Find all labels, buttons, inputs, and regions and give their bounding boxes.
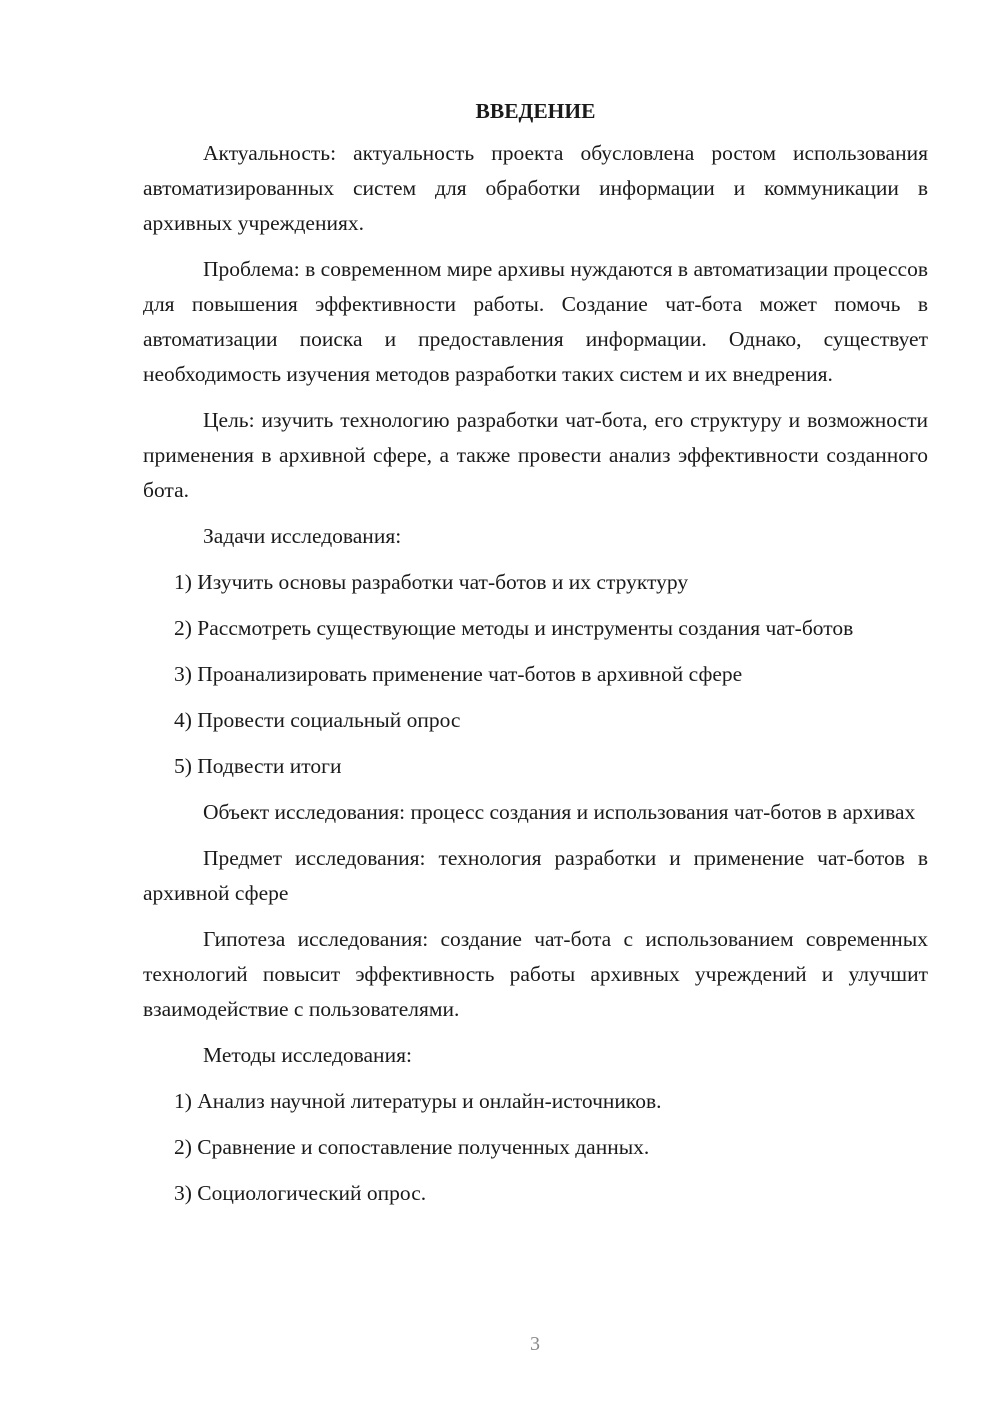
methods-list [143, 1084, 928, 1211]
method-item-3: 3) Социологический опрос. [174, 1181, 427, 1205]
relevance-paragraph: Актуальность: актуальность проекта обусловлена ростом использования автоматизированных систем для обработки информации и коммуникации в архивных учреждениях. [143, 141, 928, 235]
method-item-2: 2) Сравнение и сопоставление полученных данных. [174, 1135, 650, 1159]
task-item-1: 1) Изучить основы разработки чат-ботов и их структуру [174, 570, 689, 594]
task-item-2: 2) Рассмотреть существующие методы и инструменты создания чат-ботов [174, 616, 854, 640]
section-title: ВВЕДЕНИЕ [475, 99, 596, 123]
goal-paragraph: Цель: изучить технологию разработки чат-бота, его структуру и возможности применения в архивной сфере, а также провести анализ эффективности созданного бота. [143, 408, 928, 502]
tasks-list [143, 565, 928, 784]
hypothesis-paragraph: Гипотеза исследования: создание чат-бота с использованием современных технологий повысит эффективность работы архивных учреждений и улучшит взаимодействие с пользователями. [143, 927, 928, 1021]
subject-paragraph: Предмет исследования: технология разработки и применение чат-ботов в архивной сфере [143, 846, 928, 905]
task-item-4: 4) Провести социальный опрос [174, 708, 461, 732]
method-item-1: 1) Анализ научной литературы и онлайн-источников. [174, 1089, 662, 1113]
object-paragraph: Объект исследования: процесс создания и использования чат-ботов в архивах [203, 800, 916, 824]
problem-paragraph: Проблема: в современном мире архивы нуждаются в автоматизации процессов для повышения эффективности работы. Создание чат-бота может помочь в автоматизации поиска и предоставления информации. Однако, существует необходимость изучения методов разработки таких систем и их внедрения. [143, 257, 928, 386]
tasks-label: Задачи исследования: [203, 524, 402, 548]
task-item-5: 5) Подвести итоги [174, 754, 342, 778]
page-number: 3 [530, 1333, 540, 1355]
methods-label: Методы исследования: [203, 1043, 412, 1067]
task-item-3: 3) Проанализировать применение чат-ботов в архивной сфере [174, 662, 743, 686]
document-page [143, 96, 928, 1222]
